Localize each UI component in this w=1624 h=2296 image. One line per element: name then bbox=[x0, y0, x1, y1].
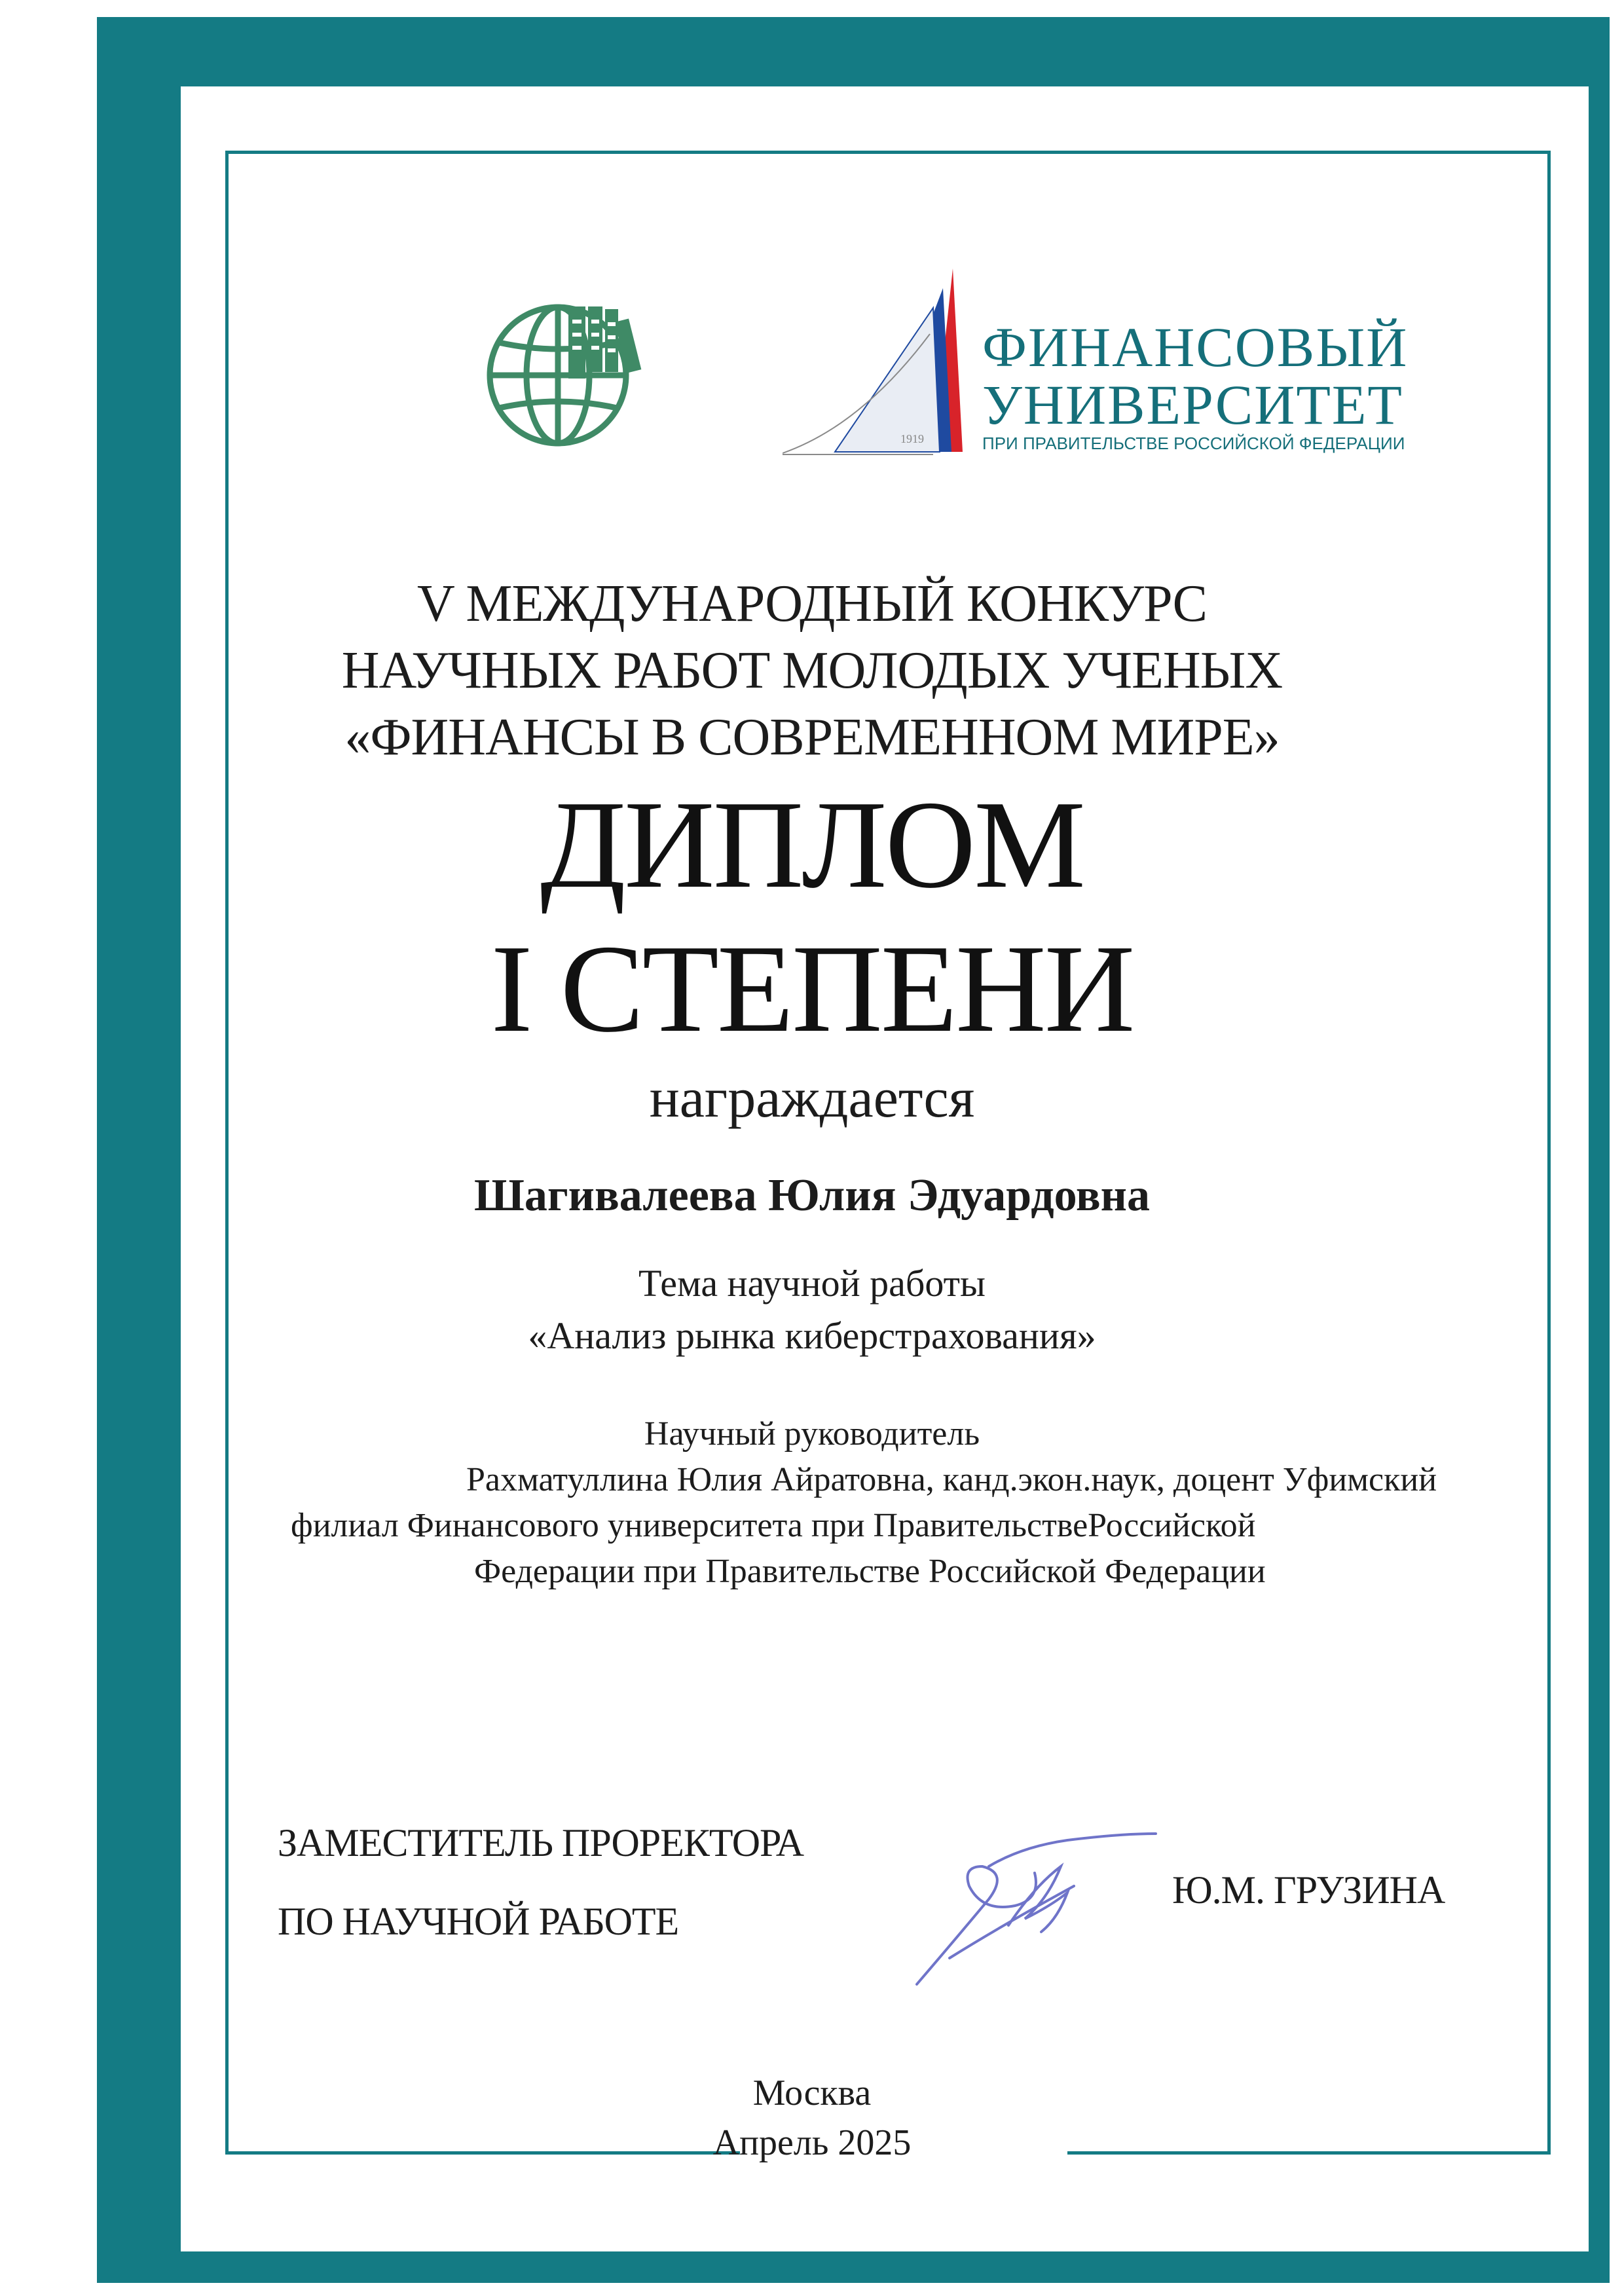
university-name-line1: ФИНАНСОВЫЙ bbox=[982, 316, 1409, 379]
city-text: Москва bbox=[752, 2073, 872, 2113]
topic-label: Тема научной работы bbox=[638, 1262, 986, 1305]
university-subtitle: ПРИ ПРАВИТЕЛЬСТВЕ РОССИЙСКОЙ ФЕДЕРАЦИИ bbox=[982, 434, 1405, 453]
supervisor-line3: Федерации при Правительстве Российской Федерации bbox=[474, 1553, 1266, 1590]
university-name-line2: УНИВЕРСИТЕТ bbox=[982, 373, 1403, 436]
date-text: Апрель 2025 bbox=[712, 2122, 912, 2163]
contest-line2: НАУЧНЫХ РАБОТ МОЛОДЫХ УЧЕНЫХ bbox=[341, 642, 1283, 699]
signatory-position-line2: ПО НАУЧНОЙ РАБОТЕ bbox=[278, 1900, 679, 1943]
globe-book-icon bbox=[485, 293, 648, 457]
diploma-title-line2: I СТЕПЕНИ bbox=[490, 919, 1134, 1058]
signatory-name: Ю.М. ГРУЗИНА bbox=[1172, 1868, 1445, 1912]
logo-year: 1919 bbox=[900, 432, 924, 445]
awarded-text: награждается bbox=[649, 1066, 975, 1129]
signatory-position-line1: ЗАМЕСТИТЕЛЬ ПРОРЕКТОРА bbox=[278, 1821, 804, 1864]
supervisor-line2: филиал Финансового университета при ПравительствеРоссийской bbox=[291, 1507, 1256, 1544]
supervisor-line1: Рахматуллина Юлия Айратовна, канд.экон.наук, доцент Уфимский bbox=[466, 1461, 1437, 1498]
contest-line1: V МЕЖДУНАРОДНЫЙ КОНКУРС bbox=[416, 575, 1208, 633]
diploma-title-line1: ДИПЛОМ bbox=[540, 775, 1084, 914]
recipient-name: Шагивалеева Юлия Эдуардовна bbox=[473, 1170, 1151, 1221]
diploma-title bbox=[0, 773, 1624, 1061]
topic-value: «Анализ рынка киберстрахования» bbox=[528, 1314, 1096, 1357]
handwritten-signature bbox=[910, 1827, 1159, 1997]
supervisor-label: Научный руководитель bbox=[644, 1415, 980, 1453]
contest-line3: «ФИНАНСЫ В СОВРЕМЕННОМ МИРЕ» bbox=[344, 709, 1280, 766]
